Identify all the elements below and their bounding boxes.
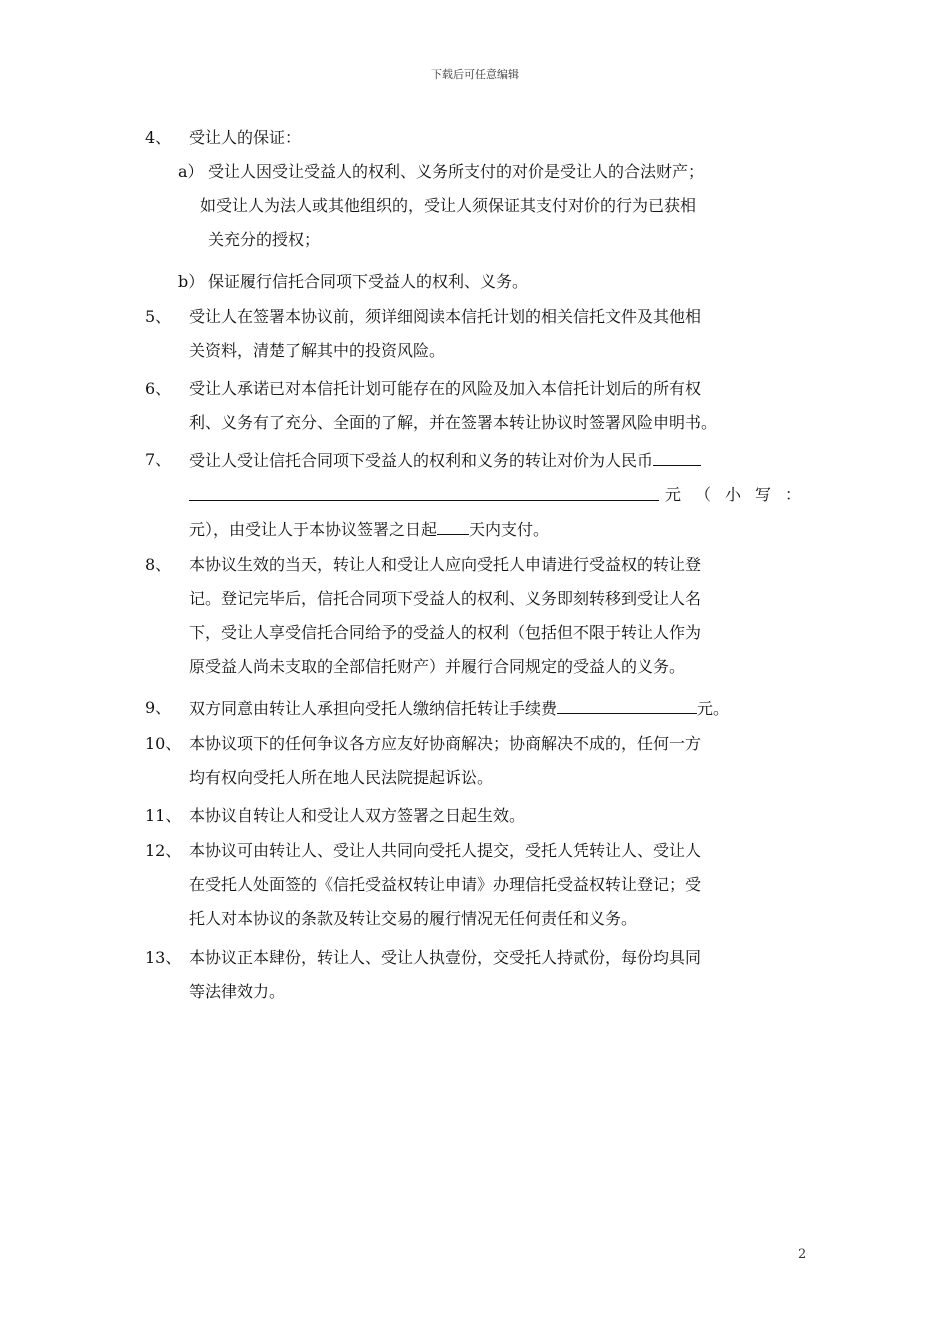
sub-clause-a [178, 155, 818, 257]
clause-number: 6、 [145, 379, 172, 398]
sub-clause-line: 受让人因受让受益人的权利、义务所支付的对价是受让人的合法财产； [208, 162, 705, 181]
clause-number: 7、 [145, 450, 172, 469]
clause-text: 均有权向受托人所在地人民法院提起诉讼。 [189, 768, 494, 787]
amount-blank [653, 443, 701, 466]
clause-9 [145, 691, 815, 726]
sub-clause-line: 关充分的授权； [208, 230, 321, 249]
sub-clause-mark: b） [178, 272, 205, 291]
clause-text: 利、义务有了充分、全面的了解，并在签署本转让协议时签署风险申明书。 [189, 413, 718, 432]
clause-text: 本协议自转让人和受让人双方签署之日起生效。 [189, 806, 526, 825]
sub-clause-line: 保证履行信托合同项下受益人的权利、义务。 [208, 272, 529, 291]
sub-clause-b [178, 265, 818, 299]
clause-text: 元。 [697, 699, 730, 718]
clause-text: 记。登记完毕后，信托合同项下受益人的权利、义务即刻转移到受让人名 [189, 589, 702, 608]
clause-text: 受让人的保证： [189, 128, 302, 147]
clause-number: 13、 [145, 948, 182, 967]
clause-number: 8、 [145, 555, 172, 574]
clause-7 [145, 443, 815, 547]
clause-text: 关资料，清楚了解其中的投资风险。 [189, 341, 446, 360]
clause-number: 9、 [145, 698, 172, 717]
clause-8 [145, 548, 815, 684]
clause-number: 10、 [145, 734, 182, 753]
clause-text: 天内支付。 [469, 520, 550, 539]
clause-number: 5、 [145, 307, 172, 326]
clause-12 [145, 834, 815, 936]
clause-text: 本协议生效的当天，转让人和受让人应向受托人申请进行受益权的转让登 [189, 555, 702, 574]
days-blank [437, 512, 469, 535]
clause-text: 下，受让人享受信托合同给予的受益人的权利（包括但不限于转让人作为 [189, 623, 702, 642]
clause-text: 受让人承诺已对本信托计划可能存在的风险及加入本信托计划后的所有权 [189, 379, 702, 398]
page-header: 下载后可任意编辑 [431, 68, 519, 81]
sub-clause-line: 如受让人为法人或其他组织的，受让人须保证其支付对价的行为已获相 [200, 196, 697, 215]
clause-text: 在受托人处面签的《信托受益权转让申请》办理信托受益权转让登记；受 [189, 875, 702, 894]
clause-text: 本协议正本肆份，转让人、受让人执壹份，交受托人持贰份，每份均具同 [189, 948, 702, 967]
clause-5 [145, 300, 815, 368]
amount-blank-long [189, 478, 659, 501]
sub-clause-mark: a） [178, 162, 204, 181]
clause-text: 受让人受让信托合同项下受益人的权利和义务的转让对价为人民币 [189, 451, 654, 470]
clause-text: 元（小写： [664, 485, 815, 504]
clause-number: 12、 [145, 841, 182, 860]
clause-text: 本协议可由转让人、受让人共同向受托人提交，受托人凭转让人、受让人 [189, 841, 702, 860]
clause-10 [145, 727, 815, 795]
page-number: 2 [798, 1247, 807, 1262]
clause-text: 本协议项下的任何争议各方应友好协商解决；协商解决不成的，任何一方 [189, 734, 702, 753]
clause-6 [145, 372, 815, 440]
clause-number: 4、 [145, 128, 172, 147]
clause-text: 托人对本协议的条款及转让交易的履行情况无任何责任和义务。 [189, 909, 638, 928]
clause-4 [145, 121, 815, 155]
clause-text: 双方同意由转让人承担向受托人缴纳信托转让手续费 [189, 699, 558, 718]
fee-blank [557, 691, 697, 714]
clause-text: 等法律效力。 [189, 982, 286, 1001]
clause-11 [145, 799, 815, 833]
clause-text: 元），由受让人于本协议签署之日起 [189, 520, 438, 539]
clause-number: 11、 [145, 806, 182, 825]
clause-13 [145, 941, 815, 1009]
clause-text: 受让人在签署本协议前，须详细阅读本信托计划的相关信托文件及其他相 [189, 307, 702, 326]
clause-text: 原受益人尚未支取的全部信托财产）并履行合同规定的受益人的义务。 [189, 657, 686, 676]
